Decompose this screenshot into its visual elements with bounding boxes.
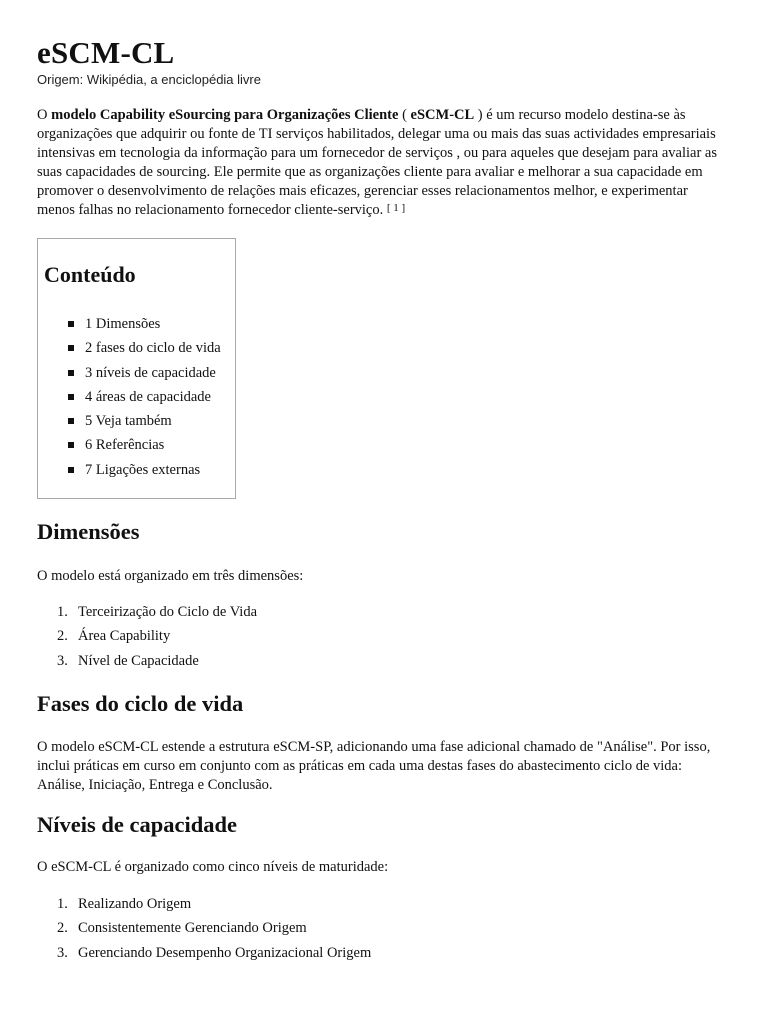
section-paragraph-niveis: O eSCM-CL é organizado como cinco níveis de maturidade:	[37, 859, 389, 875]
intro-text: ) é um recurso modelo destina-se às organizações que adquirir ou fonte de TI serviços habilitados, delegar uma ou mais das suas actividades empresariais intensivas em tecnologia da informação para um fornecedor de serviços , ou para aqueles que desejam para avaliar as suas capacidades de sourcing. Ele permite que as organizações cliente para avaliar e melhorar a sua capacidade em promover o desenvolvimento de relações mais eficazes, gerenciar esses relacionamentos melhor, e experimentar menos falhas no relacionamento fornecedor cliente-serviço.	[37, 107, 717, 218]
toc-title: Conteúdo	[44, 262, 136, 287]
page-title: eSCM-CL	[37, 35, 175, 70]
toc-link-veja-tambem[interactable]: 5 Veja também	[85, 413, 172, 430]
section-paragraph-dimensoes: O modelo está organizado em três dimensões:	[37, 568, 304, 584]
list-item	[57, 941, 371, 965]
toc-item	[67, 336, 221, 360]
toc-item	[67, 361, 221, 385]
list-number: 1.	[57, 896, 68, 912]
section-paragraph-fases: O modelo eSCM-CL estende a estrutura eSCM-SP, adicionando uma fase adicional chamado de "Análise". Por isso, inclui práticas em curso em conjunto com as práticas em cada uma destas fases do abastecimento ciclo de vida: Análise, Iniciação, Entrega e Conclusão.	[37, 739, 711, 793]
list-item	[57, 600, 257, 624]
table-of-contents	[37, 238, 236, 499]
toc-item	[67, 312, 221, 336]
toc-item	[67, 458, 221, 482]
list-number: 2.	[57, 920, 68, 937]
reference-link-1[interactable]: [ 1 ]	[386, 202, 406, 214]
toc-item	[67, 385, 221, 409]
niveis-list	[57, 892, 371, 965]
intro-prefix: O	[37, 107, 52, 123]
list-text: Consistentemente Gerenciando Origem	[78, 920, 307, 937]
toc-link-referencias[interactable]: 6 Referências	[85, 437, 165, 454]
list-item	[57, 892, 371, 916]
list-number: 2.	[57, 628, 68, 645]
list-item	[57, 624, 257, 648]
intro-paren: (	[398, 107, 411, 123]
toc-item	[67, 409, 221, 433]
toc-item	[67, 433, 221, 457]
dimensoes-list	[57, 600, 257, 673]
list-number: 3.	[57, 944, 68, 961]
toc-link-niveis[interactable]: 3 níveis de capacidade	[85, 364, 216, 381]
list-text: Nível de Capacidade	[78, 652, 199, 669]
list-number: 3.	[57, 652, 68, 669]
list-item	[57, 916, 371, 940]
toc-link-ligacoes[interactable]: 7 Ligações externas	[85, 461, 201, 478]
section-heading-niveis: Níveis de capacidade	[37, 812, 237, 837]
list-text: Realizando Origem	[78, 896, 192, 912]
toc-link-fases[interactable]: 2 fases do ciclo de vida	[85, 340, 221, 357]
list-number: 1.	[57, 604, 68, 620]
list-text: Gerenciando Desempenho Organizacional Origem	[78, 944, 372, 961]
intro-paragraph	[37, 106, 723, 220]
section-heading-dimensoes: Dimensões	[37, 519, 140, 544]
toc-list	[67, 312, 221, 482]
source-subtitle: Origem: Wikipédia, a enciclopédia livre	[37, 72, 261, 87]
section-heading-fases: Fases do ciclo de vida	[37, 691, 244, 716]
intro-bold-abbr: eSCM-CL	[410, 107, 475, 123]
list-item	[57, 649, 257, 673]
intro-bold-term: modelo Capability eSourcing para Organizações Cliente	[51, 107, 399, 123]
list-text: Terceirização do Ciclo de Vida	[78, 604, 258, 620]
toc-link-areas[interactable]: 4 áreas de capacidade	[85, 388, 211, 405]
list-text: Área Capability	[78, 628, 171, 645]
toc-link-dimensoes[interactable]: 1 Dimensões	[85, 316, 161, 332]
